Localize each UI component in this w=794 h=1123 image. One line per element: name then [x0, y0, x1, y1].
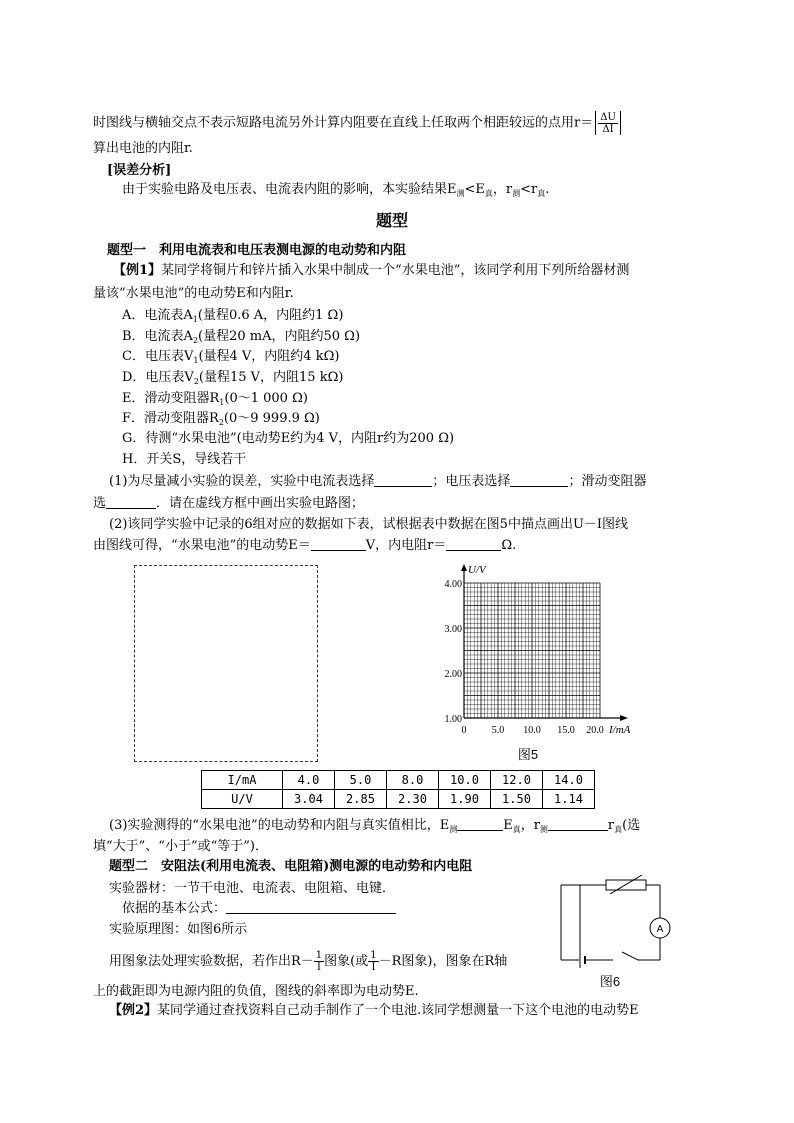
table-row — [202, 771, 595, 790]
table-cell: 1.14 — [543, 790, 595, 809]
question1-line2: 选 ．请在虚线方框中画出实验电路图； — [93, 496, 365, 511]
figure-caption: 图5 — [517, 747, 539, 762]
x-tick-label: 5.0 — [491, 725, 505, 736]
table-cell: 5.0 — [335, 771, 387, 790]
circuit-drawing-box — [134, 565, 318, 762]
example1-line2: 量该“水果电池”的电动势E和内阻r. — [93, 286, 294, 301]
x-axis-arrow — [620, 715, 628, 721]
table-cell: 14.0 — [543, 771, 595, 790]
table-cell: 3.04 — [283, 790, 335, 809]
x-axis-label: I/mA — [609, 724, 631, 736]
type2-title: 题型二 安阻法(利用电流表、电阻箱)测电源的电动势和内电阻 — [109, 859, 473, 874]
y-tick-label: 4.00 — [444, 579, 462, 590]
question3-line1: (3)实验测得的“水果电池”的电动势和内阻与真实值相比，$E_测$ $E_真$，$r_测$ $r_真$(选 — [109, 818, 641, 834]
table-cell: 4.0 — [283, 771, 335, 790]
table-cell: 2.30 — [387, 790, 439, 809]
option-c: C．电压表$V_1$(量程4 V，内阻约4 kΩ) — [122, 349, 340, 365]
circuit-diagram — [550, 870, 685, 990]
table-cell: 8.0 — [387, 771, 439, 790]
y-axis-label: U/V — [468, 564, 486, 576]
question2-line1: (2)该同学实验中记录的6组对应的数据如下表，试根据表中数据在图5中描点画出U－I图线 — [109, 517, 629, 532]
option-f: F．滑动变阻器$R_2(0\sim 9$ 999.9 Ω) — [122, 411, 320, 427]
type2-method-line1: 用图象法处理实验数据，若作出R－ $\frac{1}{I}$ 图象(或 $\frac{1}{I}$ －R图象)，图象在R轴 — [109, 950, 508, 973]
section-title: 题型 — [376, 211, 409, 230]
example2-line: 【例2】某同学通过查找资料自己动手制作了一个电池.该同学想测量一下这个电池的电动势E — [109, 1003, 639, 1018]
error-title: [误差分析] — [107, 163, 172, 178]
table-cell: 10.0 — [439, 771, 491, 790]
table-row — [202, 790, 595, 809]
question1-line1: (1)为尽量减小实验的误差，实验中电流表选择 ；电压表选择 ；滑动变阻器 — [109, 474, 647, 489]
y-tick-label: 1.00 — [444, 714, 462, 725]
question3-line2: 填“大于”、“小于”或“等于”)． — [93, 839, 268, 854]
option-e: E．滑动变阻器$R_1(0\sim 1$ 000 Ω) — [122, 391, 308, 407]
circuit-wire — [580, 885, 613, 960]
ui-grid-chart — [432, 562, 642, 772]
question2-line2: 由图线可得，“水果电池”的电动势E＝ V，内电阻r＝ Ω. — [93, 538, 517, 553]
delta-fraction: $\frac{\Delta U}{\Delta I}$ — [600, 111, 616, 135]
table-header-cell: I/mA — [202, 771, 283, 790]
table-cell: 1.50 — [491, 790, 543, 809]
one-over-i-fraction: $\frac{1}{I}$ — [370, 950, 377, 973]
switch-blade — [622, 952, 638, 960]
option-d: D．电压表$V_2$(量程15 V，内阻15 kΩ) — [122, 370, 344, 386]
table-cell: 1.90 — [439, 790, 491, 809]
error-text: 由于实验电路及电压表、电流表内阻的影响，本实验结果$E_测<E_真$，$r_测<r_真$. — [122, 182, 550, 198]
type2-method-line2: 上的截距即为电源内阻的负值，图线的斜率即为电动势E. — [93, 984, 419, 999]
table-header-cell: U/V — [202, 790, 283, 809]
option-g: G．待测“水果电池”(电动势E约为4 V，内阻r约为200 Ω) — [122, 431, 455, 446]
type1-title: 题型一 利用电流表和电压表测电源的电动势和内阻 — [107, 243, 407, 258]
ammeter-label: A — [656, 924, 664, 935]
x-tick-label: 20.0 — [586, 725, 604, 736]
intro-line2: 算出电池的内阻r. — [93, 141, 193, 156]
y-tick-label: 3.00 — [444, 624, 462, 635]
option-h: H．开关S，导线若干 — [122, 452, 247, 467]
y-axis-arrow — [461, 564, 467, 571]
y-tick-label: 2.00 — [444, 669, 462, 680]
figure6-caption: 图6 — [599, 974, 621, 989]
intro-line1: 时图线与横轴交点不表示短路电流另外计算内阻要在直线上任取两个相距较远的点用r＝ $\frac{\Delta U}{\Delta I}$ — [93, 111, 623, 135]
option-a: A．电流表$A_1$(量程0.6 A，内阻约1 Ω) — [122, 308, 344, 324]
type2-formula: 依据的基本公式： — [122, 900, 396, 918]
x-tick-label: 0 — [461, 725, 467, 736]
grid-lines — [464, 583, 600, 718]
option-b: B．电流表$A_2$(量程20 mA，内阻约50 Ω) — [122, 329, 361, 345]
data-table — [201, 770, 595, 809]
table-cell: 2.85 — [335, 790, 387, 809]
type2-equipment: 实验器材：一节干电池、电流表、电阻箱、电键． — [109, 881, 396, 896]
table-cell: 12.0 — [491, 771, 543, 790]
one-over-i-fraction: $\frac{1}{I}$ — [315, 950, 323, 973]
example1-line1: 【例1】某同学将铜片和锌片插入水果中制成一个“水果电池”，该同学利用下列所给器材测 — [113, 263, 630, 278]
x-tick-label: 10.0 — [523, 725, 541, 736]
x-tick-label: 15.0 — [557, 725, 575, 736]
type2-principle: 实验原理图：如图6所示 — [109, 922, 248, 937]
